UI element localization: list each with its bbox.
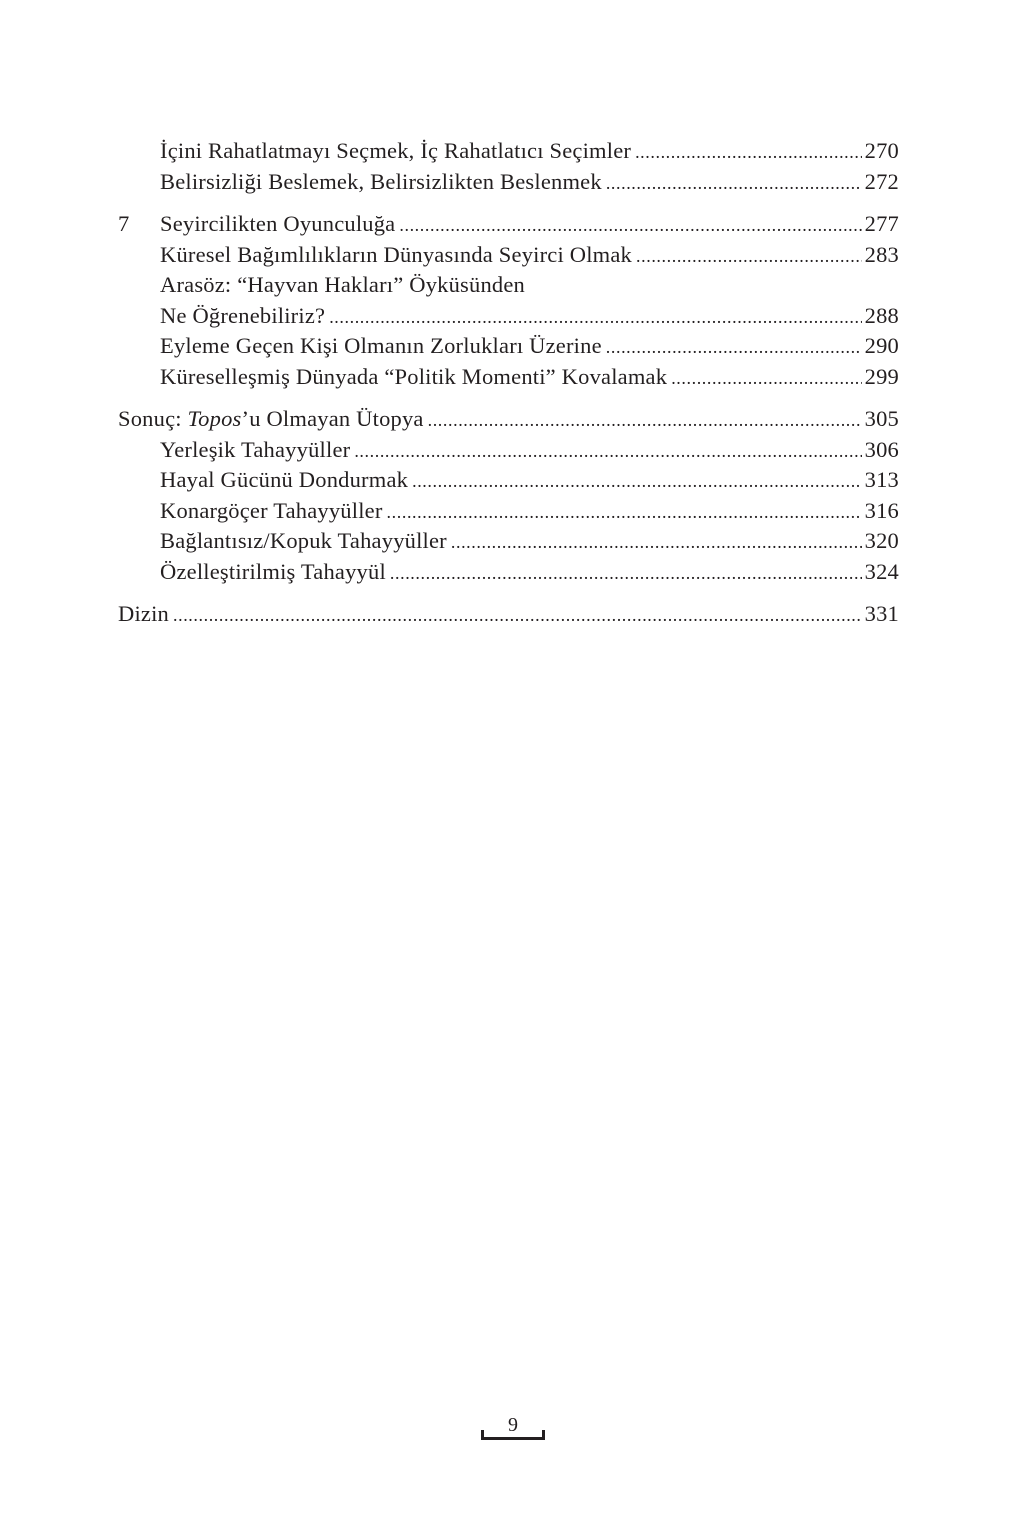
dot-leader xyxy=(606,173,862,194)
dot-leader xyxy=(173,605,862,626)
title-suffix: ’u Olmayan Ütopya xyxy=(241,406,424,431)
toc-entry-title: Ne Öğrenebiliriz? xyxy=(160,302,326,328)
title-prefix: Sonuç: xyxy=(118,406,188,431)
title-italic: Topos xyxy=(187,406,242,431)
dot-leader xyxy=(354,441,861,462)
dot-leader xyxy=(412,471,862,492)
toc-entry xyxy=(118,364,899,395)
toc-entry-title: Eyleme Geçen Kişi Olmanın Zorlukları Üzerine xyxy=(160,333,602,358)
toc-entry xyxy=(118,559,899,590)
toc-entry-page: 305 xyxy=(864,406,899,431)
dot-leader xyxy=(635,142,862,163)
toc-chapter-entry xyxy=(118,211,899,242)
toc-entry-title: Küresel Bağımlılıkların Dünyasında Seyirci Olmak xyxy=(160,241,633,267)
toc-entry-title xyxy=(118,406,424,432)
toc-entry xyxy=(118,498,899,529)
toc-entry-title: Arasöz: “Hayvan Hakları” Öyküsünden xyxy=(160,272,526,297)
dot-leader xyxy=(606,337,862,358)
toc-entry-title: Hayal Gücünü Dondurmak xyxy=(160,467,409,492)
toc-entry xyxy=(118,242,899,273)
toc-entry xyxy=(118,333,899,364)
toc-entry-page: 324 xyxy=(864,558,899,584)
toc-entry-page: 299 xyxy=(864,363,899,389)
page-number: 9 xyxy=(508,1414,518,1436)
dot-leader xyxy=(387,502,862,523)
dot-leader xyxy=(636,246,862,267)
toc-entry-title: Küreselleşmiş Dünyada “Politik Momenti” Kovalamak xyxy=(160,363,668,389)
toc-entry-title: Yerleşik Tahayyüller xyxy=(160,436,351,462)
toc-entry-page: 288 xyxy=(864,302,899,328)
footer-bracket-rule xyxy=(481,1430,545,1440)
toc-entry-page: 331 xyxy=(864,601,899,626)
toc-section-entry xyxy=(118,406,899,437)
dot-leader xyxy=(428,410,862,431)
dot-leader xyxy=(399,215,861,236)
toc-entry xyxy=(118,169,899,200)
toc-entry-title: Dizin xyxy=(118,601,169,626)
toc-entry-title: Belirsizliği Beslemek, Belirsizlikten Beslenmek xyxy=(160,168,602,194)
toc-entry xyxy=(118,138,899,169)
toc-entry-title: İçini Rahatlatmayı Seçmek, İç Rahatlatıcı Seçimler xyxy=(160,138,632,163)
toc-entry xyxy=(118,437,899,468)
dot-leader xyxy=(451,532,862,553)
dot-leader xyxy=(390,563,862,584)
toc-entry-page: 313 xyxy=(864,467,899,492)
toc-entry-page: 277 xyxy=(864,211,899,236)
toc-entry-page: 316 xyxy=(864,497,899,523)
toc-entry xyxy=(118,528,899,559)
dot-leader xyxy=(671,368,861,389)
page-footer xyxy=(481,1414,545,1440)
toc-entry-page: 270 xyxy=(864,138,899,163)
toc-entry xyxy=(118,467,899,498)
toc-entry-page: 272 xyxy=(864,168,899,194)
toc-entry-page: 283 xyxy=(864,241,899,267)
toc-entry-title: Özelleştirilmiş Tahayyül xyxy=(160,558,386,584)
table-of-contents xyxy=(118,138,899,632)
toc-entry-title: Konargöçer Tahayyüller xyxy=(160,497,383,523)
toc-section-entry xyxy=(118,601,899,632)
toc-entry-title: Bağlantısız/Kopuk Tahayyüller xyxy=(160,528,447,553)
chapter-number: 7 xyxy=(118,211,130,236)
toc-entry-page: 290 xyxy=(864,333,899,358)
toc-entry-line1 xyxy=(118,272,899,303)
toc-entry-page: 306 xyxy=(864,436,899,462)
toc-entry-page: 320 xyxy=(864,528,899,553)
toc-entry-line2 xyxy=(118,303,899,334)
dot-leader xyxy=(329,307,861,328)
toc-entry-title: Seyircilikten Oyunculuğa xyxy=(160,211,396,236)
